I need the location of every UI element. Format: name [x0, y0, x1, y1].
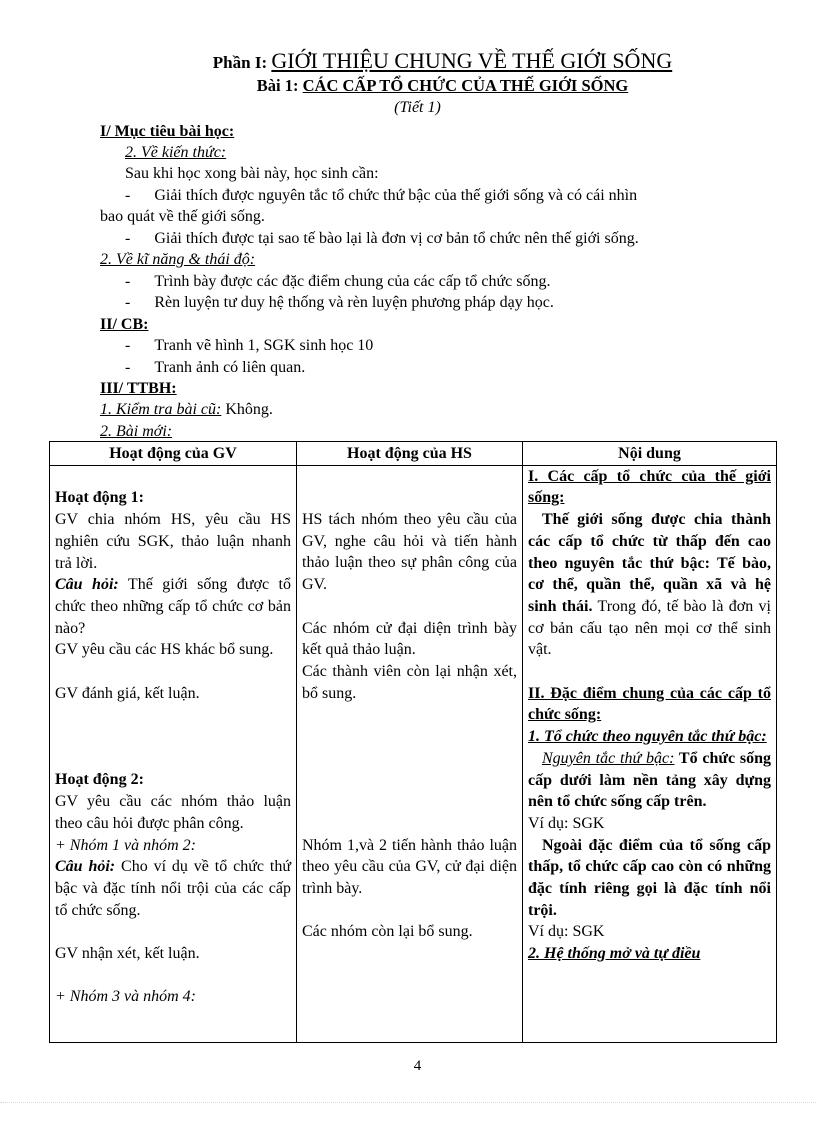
- activity-1-text: GV chia nhóm HS, yêu cầu HS nghiên cứu SGK, thảo luận nhanh trả lời.: [55, 511, 291, 572]
- old-lesson-check-label: 1. Kiểm tra bài cũ:: [100, 401, 222, 418]
- principle-label: Nguyên tắc thứ bậc:: [542, 749, 675, 767]
- prep-item-1-text: Tranh vẽ hình 1, SGK sinh học 10: [154, 337, 374, 354]
- hs-paragraph-1: HS tách nhóm theo yêu cầu của GV, nghe câu hỏi và tiến hành thảo luận theo sự phân công của GV.: [302, 511, 517, 594]
- prep-item-2: - Tranh ảnh có liên quan.: [125, 359, 306, 376]
- activity-2-text: GV yêu cầu các nhóm thảo luận theo câu hỏi được phân công.: [55, 793, 291, 832]
- skills-item-1-text: Trình bày được các đặc điểm chung của các cấp tổ chức sống.: [154, 273, 551, 290]
- activity-2-question-label: Câu hỏi:: [55, 858, 116, 876]
- knowledge-intro: Sau khi học xong bài này, học sinh cần:: [125, 165, 379, 182]
- activity-1-question: [55, 574, 291, 639]
- activity-1-supplement: GV yêu cầu các HS khác bổ sung.: [55, 641, 274, 659]
- hs-paragraph-2: Các nhóm cử đại diện trình bày kết quả thảo luận.: [302, 619, 517, 659]
- activity-2-title: Hoạt động 2:: [55, 771, 144, 789]
- new-lesson-heading: 2. Bài mới:: [100, 423, 173, 440]
- hs-paragraph-3: Các thành viên còn lại nhận xét, bổ sung.: [302, 662, 517, 702]
- header-gv: Hoạt động của GV: [50, 442, 297, 466]
- section-1-text: Trong đó, tế bào là đơn vị cơ bản cấu tạo nên mọi cơ thể sinh vật.: [528, 597, 771, 659]
- section-1-body: [528, 509, 771, 661]
- section-1-title: I. Các cấp tổ chức của thế giới sống:: [528, 467, 771, 507]
- group-3-4-label: + Nhóm 3 và nhóm 4:: [55, 988, 197, 1006]
- part-title: [0, 48, 816, 74]
- lesson-title-text: CÁC CẤP TỔ CHỨC CỦA THẾ GIỚI SỐNG: [302, 76, 629, 95]
- emergent-properties: Ngoài đặc điểm của tổ sống cấp thấp, tổ chức cấp cao còn có những đặc tính riêng gọi là đặc tính nổi trội.: [528, 836, 771, 919]
- old-lesson-check-value: Không.: [225, 401, 273, 418]
- activity-table: [49, 441, 777, 1043]
- knowledge-item-1-text: Giải thích được nguyên tắc tổ chức thứ bậc của thế giới sống và có cái nhìn: [154, 187, 638, 204]
- hs-column: [297, 465, 523, 1042]
- period-label: (Tiết 1): [394, 99, 441, 116]
- activity-1-question-label: Câu hỏi:: [55, 576, 119, 594]
- header-content: Nội dung: [523, 442, 777, 466]
- old-lesson-check: [100, 399, 273, 420]
- preparation-heading: II/ CB:: [100, 316, 149, 333]
- header-hs: Hoạt động của HS: [297, 442, 523, 466]
- gv-column: [50, 465, 297, 1042]
- activity-1-evaluation: GV đánh giá, kết luận.: [55, 684, 200, 702]
- procedure-heading: III/ TTBH:: [100, 380, 177, 397]
- section-2-title: II. Đặc điểm chung của các cấp tổ chức sống:: [528, 684, 771, 724]
- lesson-title: [0, 76, 816, 96]
- skills-heading: 2. Về kĩ năng & thái độ:: [100, 251, 256, 268]
- skills-item-2: - Rèn luyện tư duy hệ thống và rèn luyện phương pháp dạy học.: [125, 294, 554, 311]
- group-1-2-label: + Nhóm 1 và nhóm 2:: [55, 836, 197, 854]
- example-1: Ví dụ: SGK: [528, 814, 605, 832]
- subsection-1-title: 1. Tổ chức theo nguyên tắc thứ bậc:: [528, 728, 767, 746]
- knowledge-item-2-text: Giải thích được tại sao tế bào lại là đơn vị cơ bản tổ chức nên thế giới sống.: [154, 230, 639, 247]
- knowledge-item-2: - Giải thích được tại sao tế bào lại là đơn vị cơ bản tổ chức nên thế giới sống.: [125, 230, 639, 247]
- principle-text: Tổ chức sống cấp dưới làm nền tảng xây dựng nên tổ chức sống cấp trên.: [528, 749, 771, 811]
- content-column: [523, 465, 777, 1042]
- part-label: Phần I:: [212, 53, 268, 72]
- table-header-row: [50, 442, 777, 466]
- objectives-heading: I/ Mục tiêu bài học:: [100, 123, 235, 140]
- page-bottom-divider: [0, 1102, 816, 1104]
- knowledge-heading: 2. Về kiến thức:: [125, 144, 227, 161]
- activity-2-question-text: Cho ví dụ về tổ chức thứ bậc và đặc tính nổi trội của các cấp tổ chức sống.: [55, 858, 292, 919]
- principle-paragraph: [528, 748, 771, 813]
- lesson-label: Bài 1:: [256, 76, 299, 95]
- prep-item-1: - Tranh vẽ hình 1, SGK sinh học 10: [125, 337, 374, 354]
- activity-1-question-text: Thế giới sống được tổ chức theo những cấp tổ chức cơ bản nào?: [55, 576, 291, 637]
- activity-2-evaluation: GV nhận xét, kết luận.: [55, 945, 200, 963]
- prep-item-2-text: Tranh ảnh có liên quan.: [154, 359, 306, 376]
- subsection-2-title: 2. Hệ thống mở và tự điều: [528, 945, 701, 963]
- activity-1-title: Hoạt động 1:: [55, 489, 144, 507]
- skills-item-2-text: Rèn luyện tư duy hệ thống và rèn luyện phương pháp dạy học.: [154, 294, 554, 311]
- activity-2-question: [55, 856, 291, 921]
- page-number: 4: [413, 1058, 422, 1074]
- knowledge-item-1-cont: bao quát về thế giới sống.: [100, 208, 265, 225]
- section-1-bold: Thế giới sống được chia thành các cấp tổ chức từ thấp đến cao theo nguyên tắc thứ bậc: Tế bào, cơ thể, quần thể, quần xã và hệ sinh thái.: [528, 511, 771, 615]
- knowledge-item-1: - Giải thích được nguyên tắc tổ chức thứ bậc của thế giới sống và có cái nhìn: [125, 187, 638, 204]
- part-title-text: GIỚI THIỆU CHUNG VỀ THẾ GIỚI SỐNG: [271, 48, 673, 73]
- table-body-row: [50, 465, 777, 1042]
- hs-paragraph-5: Các nhóm còn lại bổ sung.: [302, 923, 473, 941]
- skills-item-1: - Trình bày được các đặc điểm chung của các cấp tổ chức sống.: [125, 273, 551, 290]
- example-2: Ví dụ: SGK: [528, 923, 605, 941]
- hs-paragraph-4: Nhóm 1,và 2 tiến hành thảo luận theo yêu cầu của GV, cử đại diện trình bày.: [302, 836, 517, 897]
